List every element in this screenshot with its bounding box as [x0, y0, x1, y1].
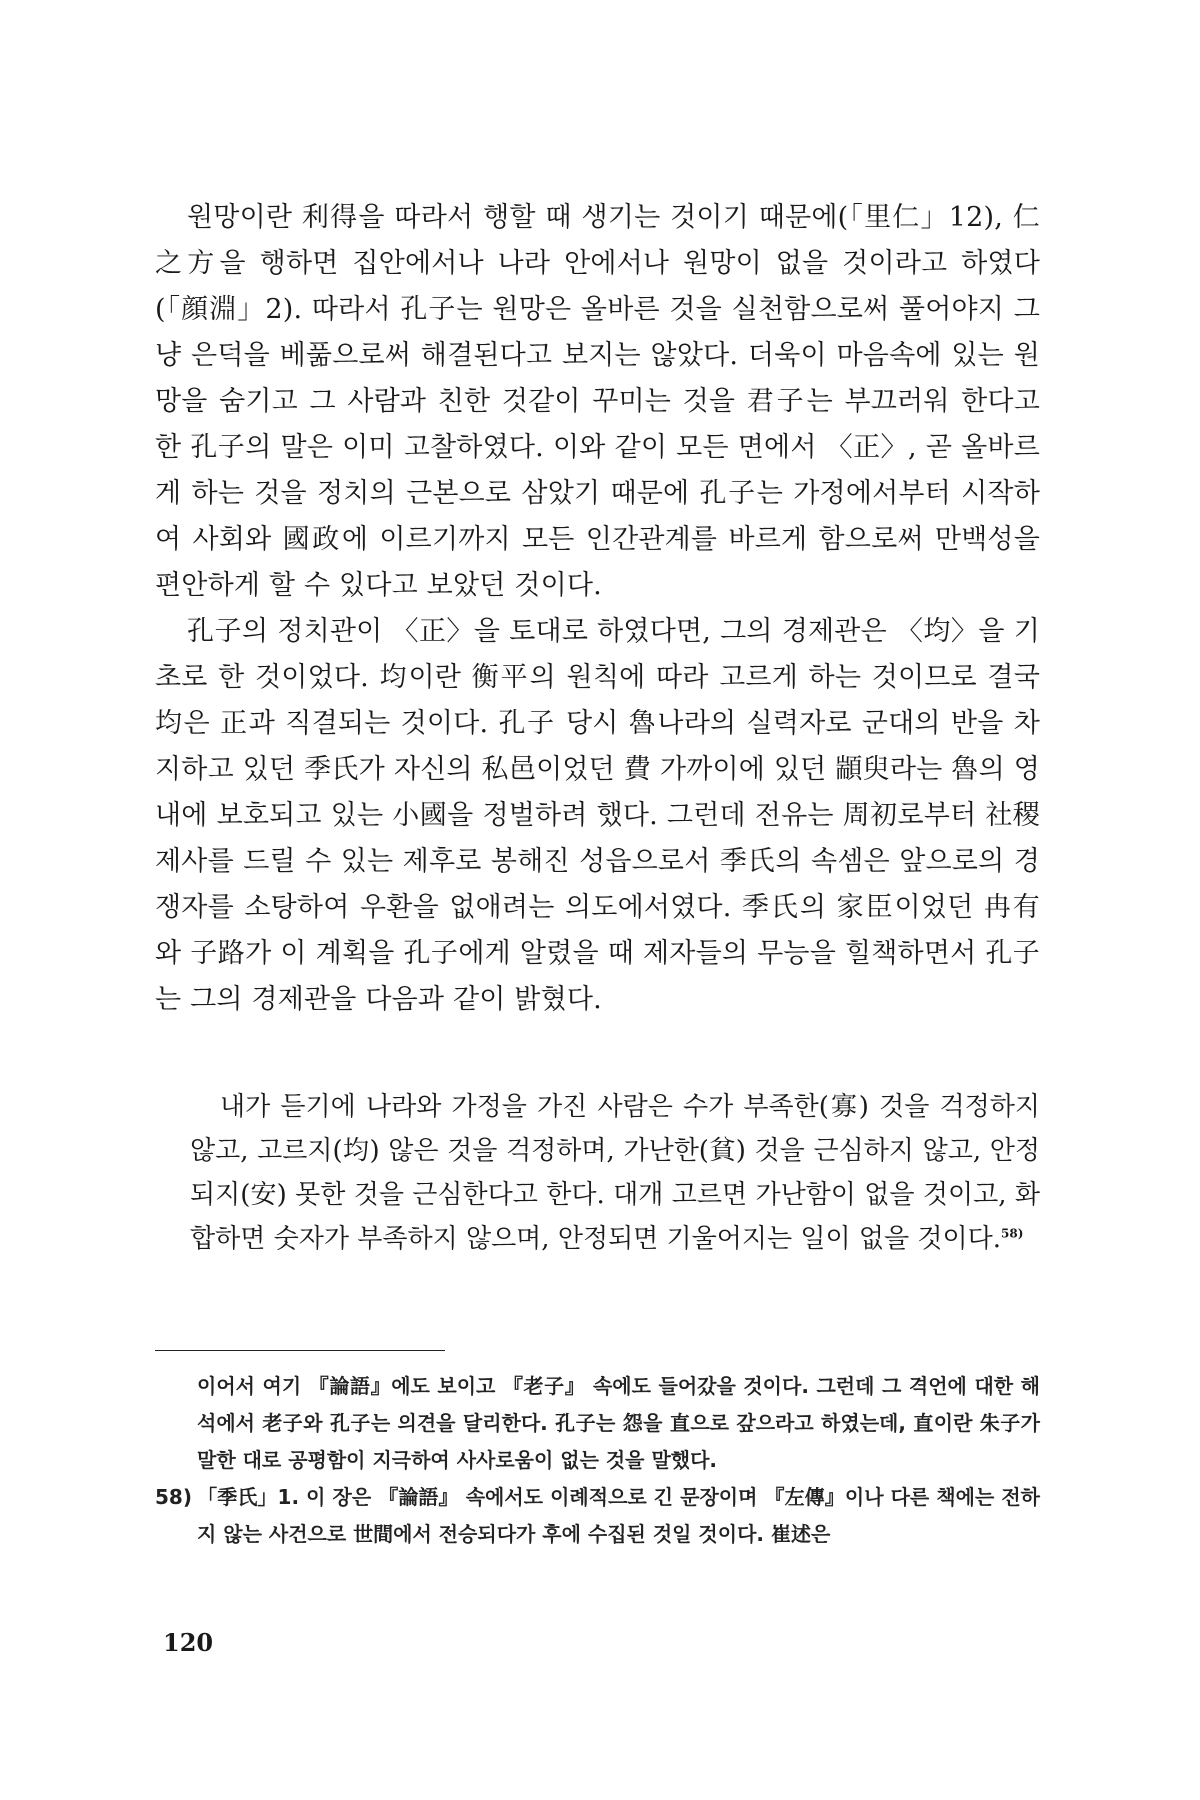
footnote-separator: [155, 1350, 445, 1351]
paragraph-1: 원망이란 利得을 따라서 행할 때 생기는 것이기 때문에(「里仁」12), 仁之方을 행하면 집안에서나 나라 안에서나 원망이 없을 것이라고 하였다(「顔淵」2). 따라서 孔子는 원망은 올바른 것을 실천함으로써 풀어야지 그냥 은덕을 베풂으로써 해결된다고 보지는 않았다. 더욱이 마음속에 있는 원망을 숨기고 그 사람과 친한 것같이 꾸미는 것을 君子는 부끄러워 한다고 한 孔子의 말은 이미 고찰하였다. 이와 같이 모든 면에서 〈正〉, 곧 올바르게 하는 것을 정치의 근본으로 삼았기 때문에 孔子는 가정에서부터 시작하여 사회와 國政에 이르기까지 모든 인간관계를 바르게 함으로써 만백성을 편안하게 할 수 있다고 보았던 것이다.: [155, 202, 1040, 601]
footnote-58: [155, 1479, 1040, 1553]
quote-body: 내가 듣기에 나라와 가정을 가진 사람은 수가 부족한(寡) 것을 걱정하지 않고, 고르지(均) 않은 것을 걱정하며, 가난한(貧) 것을 근심하지 않고, 안정되지(安) 못한 것을 근심한다고 한다. 대개 고르면 가난함이 없을 것이고, 화합하면 숫자가 부족하지 않으며, 안정되면 기울어지는 일이 없을 것이다.: [190, 1092, 1040, 1254]
footnote-ref-58: 58): [1001, 1226, 1024, 1241]
page-number: 120: [163, 1628, 214, 1657]
footnotes: [155, 1368, 1040, 1553]
footnote-58-text: 「季氏」1. 이 장은 『論語』 속에서도 이례적으로 긴 문장이며 『左傳』이나 다른 책에는 전하지 않는 사건으로 世間에서 전승되다가 후에 수집된 것일 것이다. 崔述은: [197, 1485, 1040, 1546]
footnote-58-number: 58): [155, 1485, 192, 1509]
quote-text: [190, 1085, 1040, 1261]
main-text: [155, 195, 1040, 1023]
block-quote: [190, 1085, 1040, 1261]
footnote-continuation: 이어서 여기 『論語』에도 보이고 『老子』 속에도 들어갔을 것이다. 그런데 그 격언에 대한 해석에서 老子와 孔子는 의견을 달리한다. 孔子는 怨을 直으로 갚으라고 하였는데, 直이란 朱子가 말한 대로 공평함이 지극하여 사사로움이 없는 것을 말했다.: [197, 1374, 1040, 1472]
paragraph-2: 孔子의 정치관이 〈正〉을 토대로 하였다면, 그의 경제관은 〈均〉을 기초로 한 것이었다. 均이란 衡平의 원칙에 따라 고르게 하는 것이므로 결국 均은 正과 직결되는 것이다. 孔子 당시 魯나라의 실력자로 군대의 반을 차지하고 있던 季氏가 자신의 私邑이었던 費 가까이에 있던 顓臾라는 魯의 영내에 보호되고 있는 小國을 정벌하려 했다. 그런데 전유는 周初로부터 社稷제사를 드릴 수 있는 제후로 봉해진 성읍으로서 季氏의 속셈은 앞으로의 경쟁자를 소탕하여 우환을 없애려는 의도에서였다. 季氏의 家臣이었던 冉有와 子路가 이 계획을 孔子에게 알렸을 때 제자들의 무능을 힐책하면서 孔子는 그의 경제관을 다음과 같이 밝혔다.: [155, 616, 1040, 1015]
